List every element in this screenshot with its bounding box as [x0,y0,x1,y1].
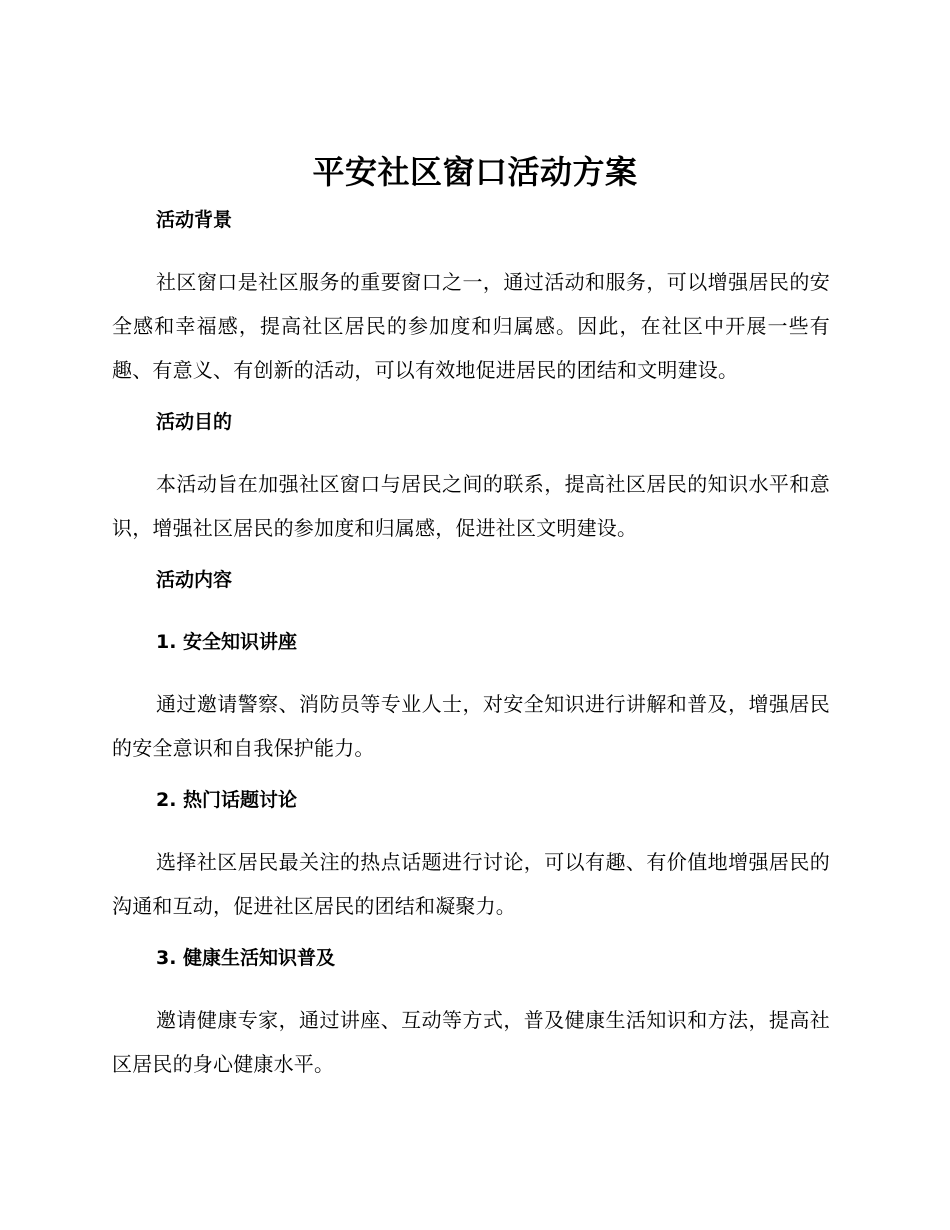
item-text-health-knowledge: 邀请健康专家，通过讲座、互动等方式，普及健康生活知识和方法，提高社区居民的身心健康水平。 [112,1008,830,1076]
item-heading-topic-discussion: 2. 热门话题讨论 [156,789,298,811]
item-text-topic-discussion: 选择社区居民最关注的热点话题进行讨论，可以有趣、有价值地增强居民的沟通和互动，促进社区居民的团结和凝聚力。 [112,850,830,918]
section-heading-background: 活动背景 [156,209,233,231]
section-heading-content: 活动内容 [156,569,233,591]
item-heading-safety-lecture: 1. 安全知识讲座 [156,631,298,653]
document-body [112,198,830,1086]
section-text-background: 社区窗口是社区服务的重要窗口之一，通过活动和服务，可以增强居民的安全感和幸福感，提高社区居民的参加度和归属感。因此，在社区中开展一些有趣、有意义、有创新的活动，可以有效地促进居民的团结和文明建设。 [112,270,830,382]
item-heading-health-knowledge: 3. 健康生活知识普及 [156,947,336,969]
document-title: 平安社区窗口活动方案 [312,153,638,191]
item-text-safety-lecture: 通过邀请警察、消防员等专业人士，对安全知识进行讲解和普及，增强居民的安全意识和自我保护能力。 [112,692,830,760]
section-heading-purpose: 活动目的 [156,411,233,433]
section-text-purpose: 本活动旨在加强社区窗口与居民之间的联系，提高社区居民的知识水平和意识，增强社区居民的参加度和归属感，促进社区文明建设。 [112,472,830,540]
